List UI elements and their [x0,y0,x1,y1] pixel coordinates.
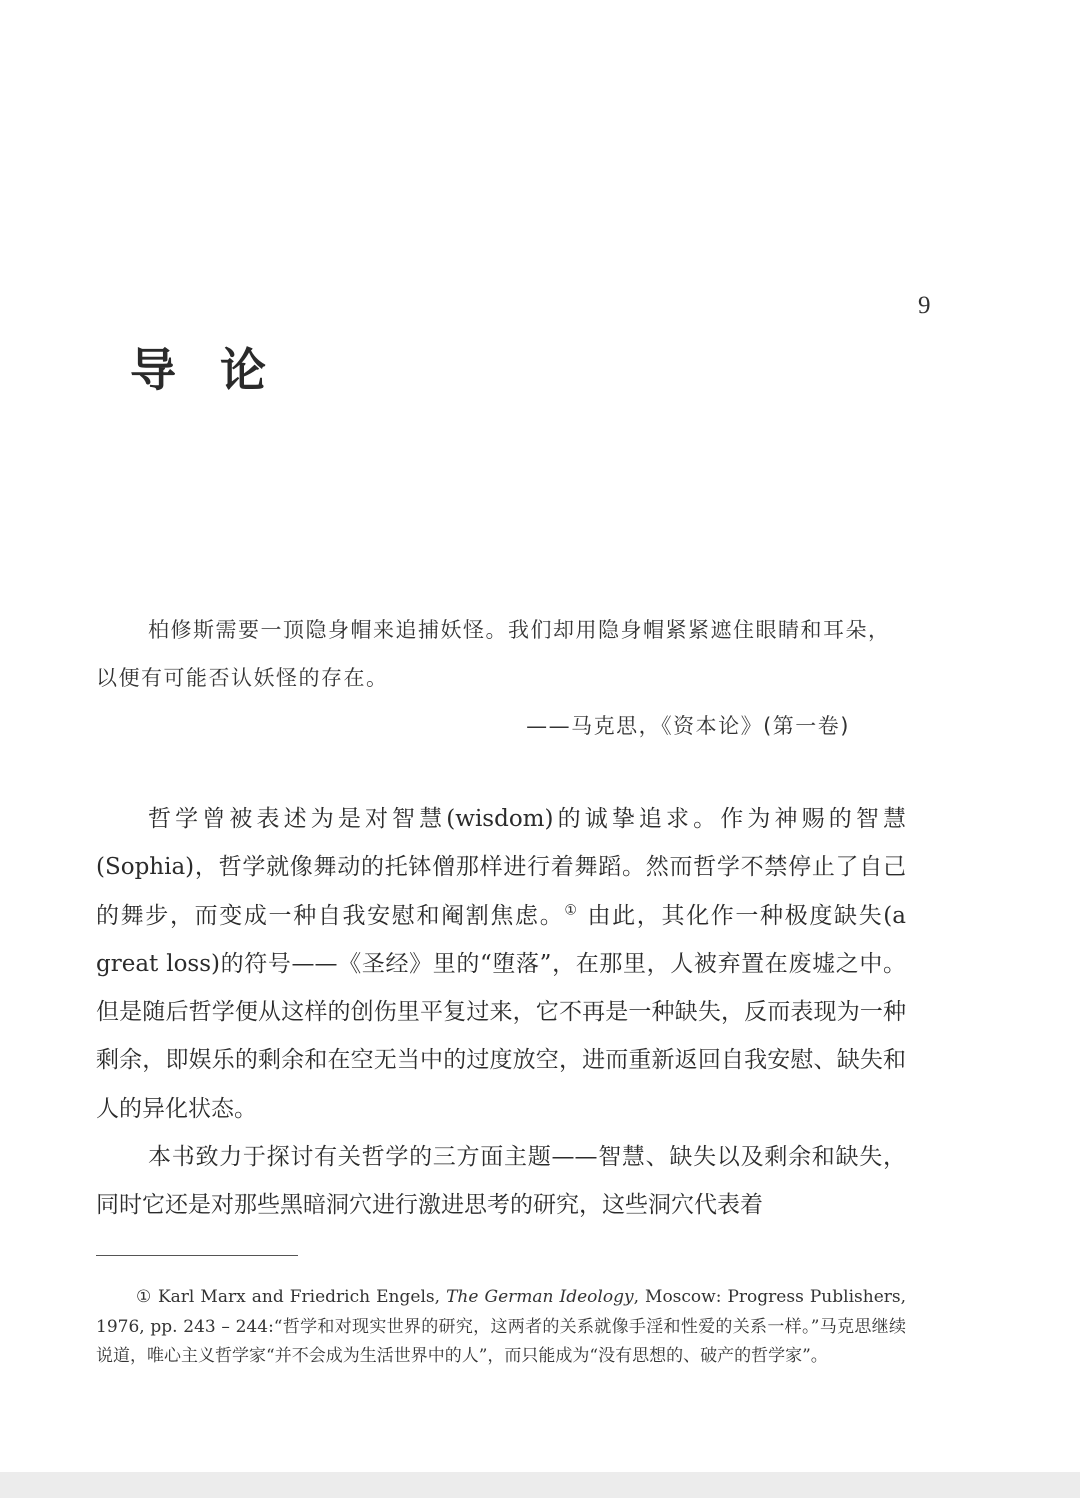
footnote-marker: ① [136,1287,152,1307]
footnote-divider [96,1255,298,1256]
body-paragraph: 本书致力于探讨有关哲学的三方面主题——智慧、缺失以及剩余和缺失，同时它还是对那些黑暗洞穴进行激进思考的研究，这些洞穴代表着 [96,1144,906,1219]
epigraph [96,606,906,750]
footnote-text: “哲学和对现实世界的研究，这两者的关系就像手淫和性爱的关系一样。”马克思继续说道，唯心主义哲学家“并不会成为生活世界中的人”，而只能成为“没有思想的、破产的哲学家”。 [96,1316,906,1366]
epigraph-text: 柏修斯需要一顶隐身帽来追捕妖怪。我们却用隐身帽紧紧遮住眼睛和耳朵，以便有可能否认妖怪的存在。 [96,618,891,690]
footnote-publisher: , Moscow: Progress Publishers, 1976, pp. 243 – 244: [96,1287,907,1337]
page-number: 9 [918,292,931,319]
body-paragraph [96,795,906,1133]
footnote-reference: ① [564,901,579,918]
body-paragraph-text: 哲学曾被表述为是对智慧(wisdom)的诚挚追求。作为神赐的智慧(Sophia)，哲学就像舞动的托钵僧那样进行着舞蹈。然而哲学不禁停止了自己的舞步，而变成一种自我安慰和阉割焦虑。 [96,806,906,929]
page-bottom-edge [0,1472,1080,1498]
chapter-title: 导论 [130,343,310,397]
footnote-book-title: The German Ideology [446,1287,634,1307]
footnote-paragraph [96,1283,906,1372]
epigraph-source: ——马克思，《资本论》(第一卷) [526,714,850,738]
footnote-authors: Karl Marx and Friedrich Engels, [151,1287,447,1307]
footnote [96,1283,906,1372]
body-paragraph-text: 由此，其化作一种极度缺失(a great loss)的符号——《圣经》里的“堕落”，在那里，人被弃置在废墟之中。但是随后哲学便从这样的创伤里平复过来，它不再是一种缺失，反而表现为一种剩余，即娱乐的剩余和在空无当中的过度放空，进而重新返回自我安慰、缺失和人的异化状态。 [96,902,906,1122]
body-text [96,795,906,1230]
